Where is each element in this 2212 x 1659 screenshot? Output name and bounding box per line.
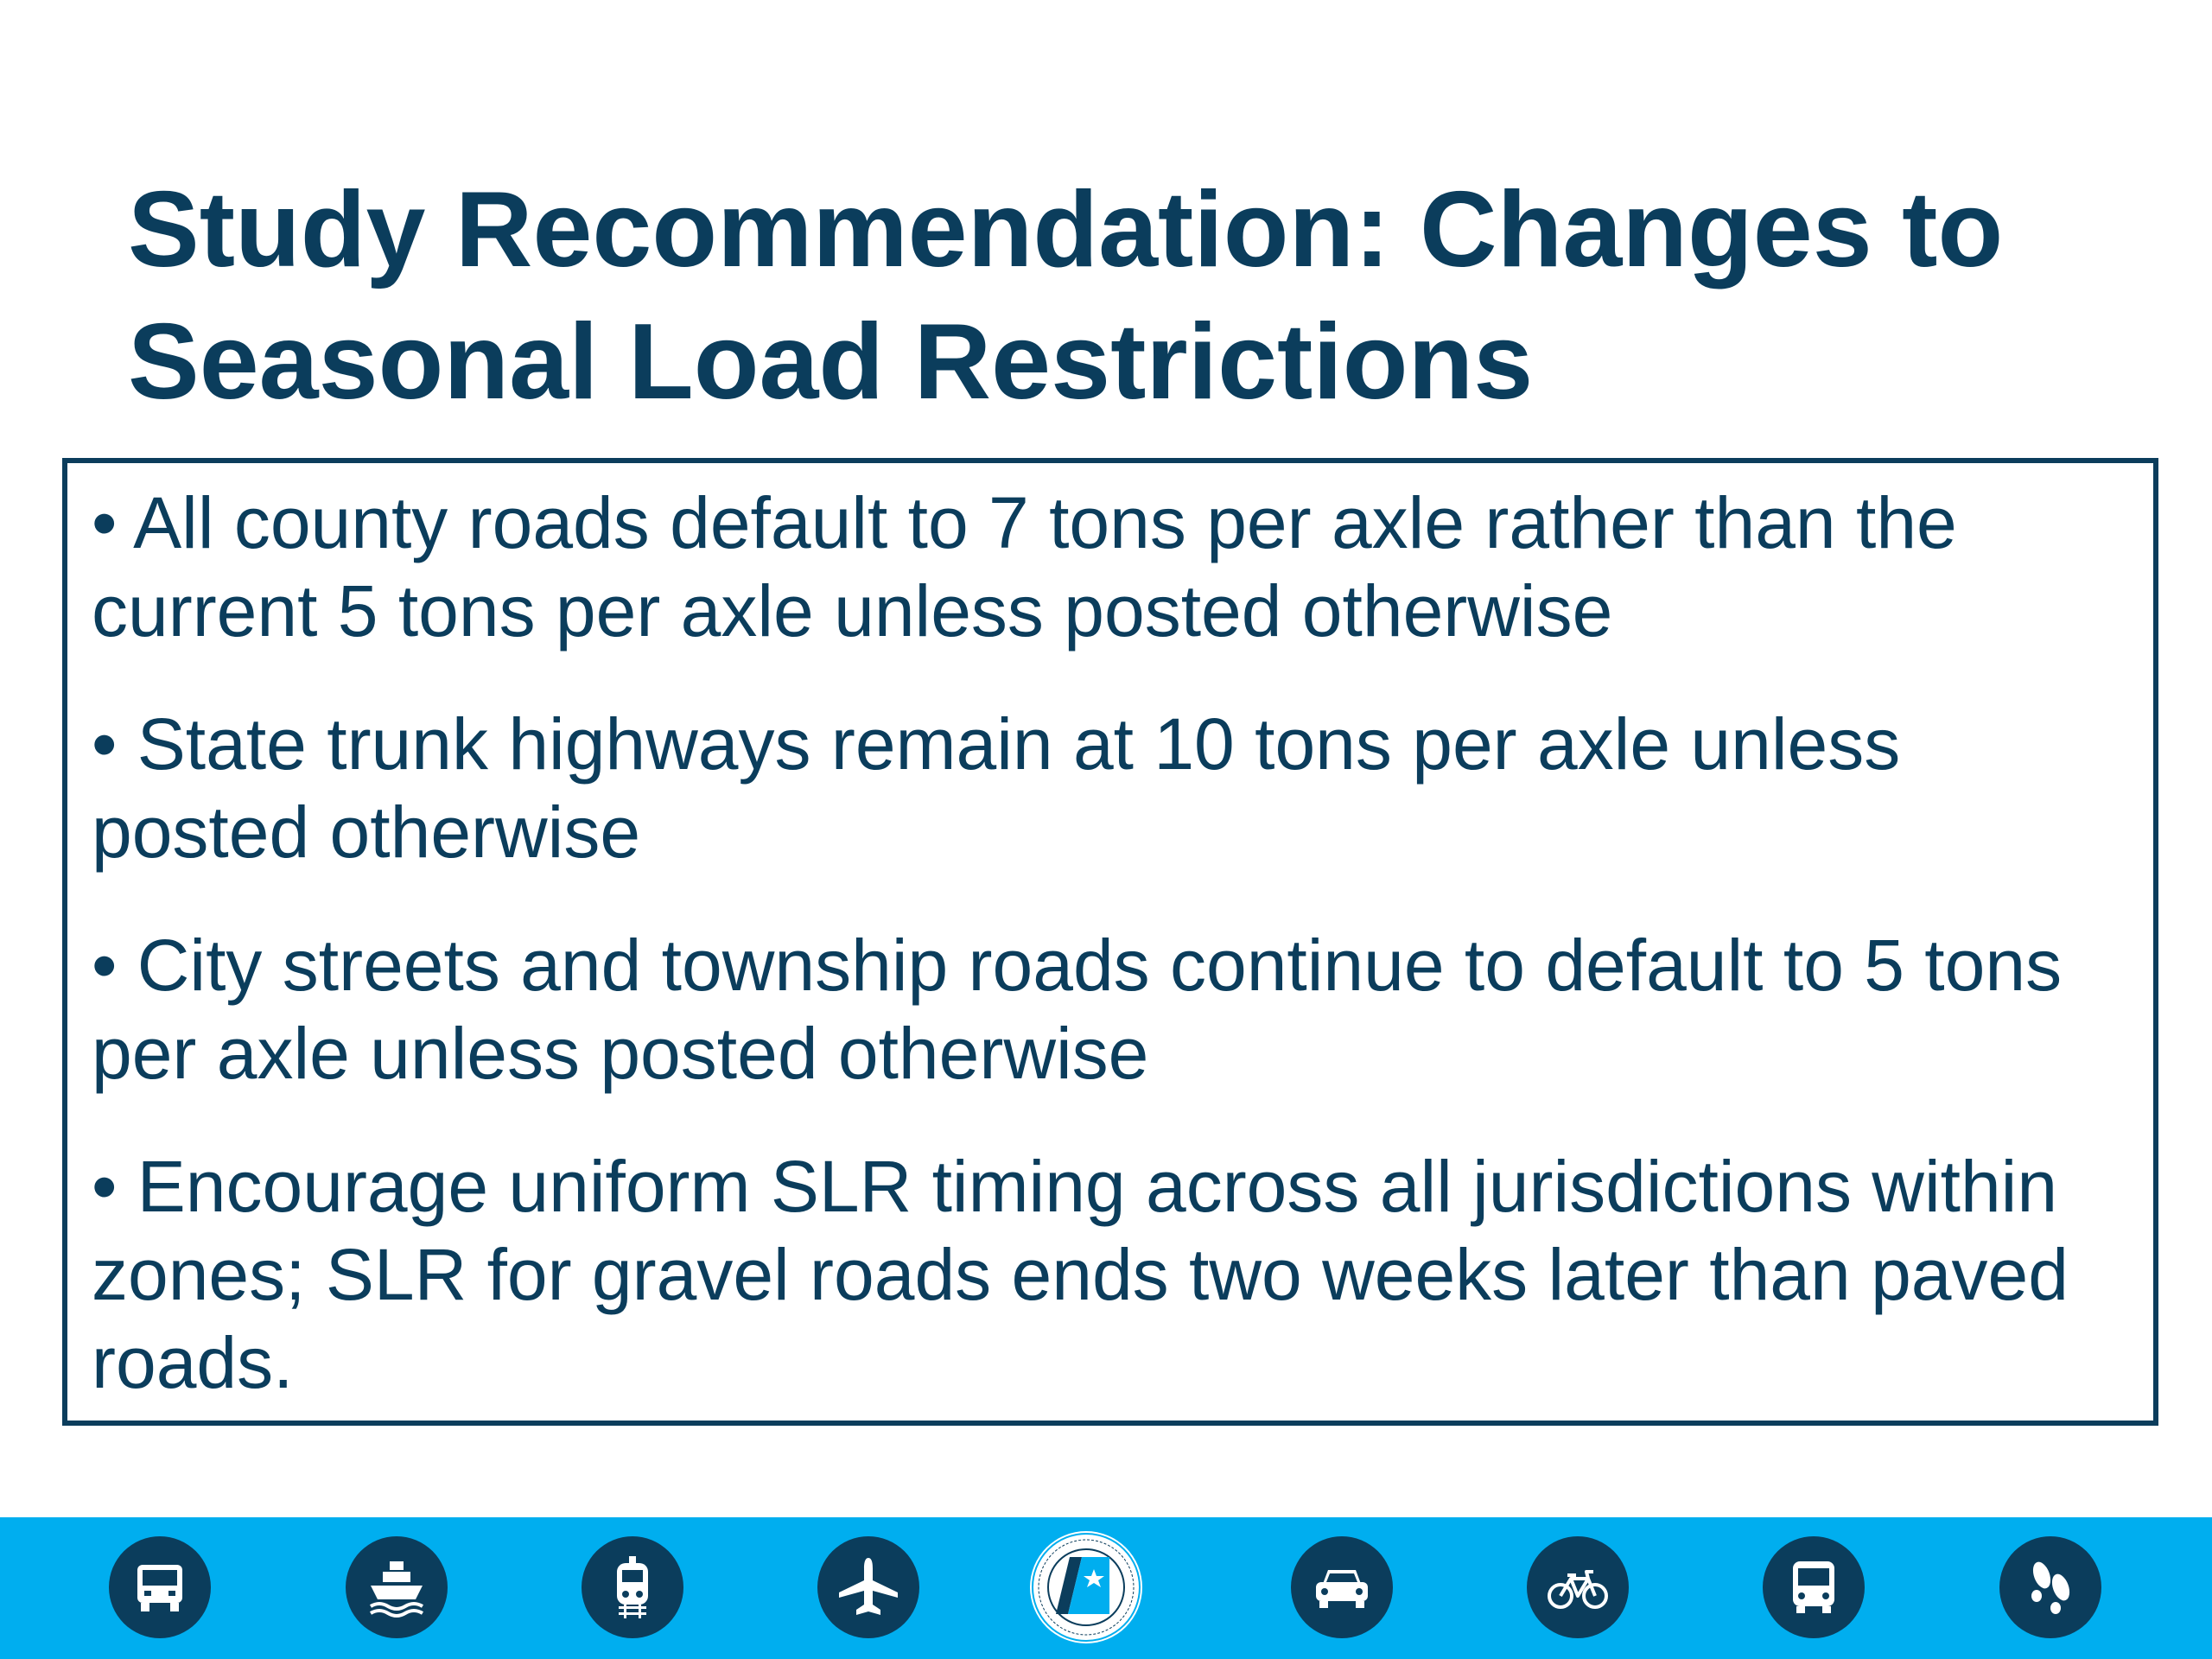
list-item [92,921,2119,1097]
bullet-marker: • [92,703,118,785]
train-icon [582,1536,683,1638]
mndot-logo [1030,1531,1142,1643]
bullet-marker: • [92,925,118,1006]
car-icon [1291,1536,1393,1638]
recommendations-list [67,463,2153,1407]
slide-title: Study Recommendation: Changes to Seasonal Load Restrictions [128,170,2004,422]
bullet-marker: • [92,482,118,563]
list-item-text: State trunk highways remain at 10 tons per axle unless posted otherwise [92,703,1901,873]
recommendations-box [62,458,2158,1426]
list-item [92,1142,2119,1407]
list-item [92,700,2119,876]
list-item-text: All county roads default to 7 tons per axle rather than the current 5 tons per axle unless posted otherwise [92,482,1957,652]
ship-icon [346,1536,448,1638]
footprints-icon [1999,1536,2101,1638]
truck-icon [109,1536,211,1638]
airplane-icon [817,1536,919,1638]
bullet-marker: • [92,1146,118,1227]
list-item-text: City streets and township roads continue to default to 5 tons per axle unless posted otherwise [92,925,2063,1094]
bus-icon [1763,1536,1865,1638]
list-item-text: Encourage uniform SLR timing across all jurisdictions within zones; SLR for gravel roads ends two weeks later than paved roads. [92,1146,2069,1403]
bicycle-icon [1527,1536,1629,1638]
list-item [92,479,2119,655]
